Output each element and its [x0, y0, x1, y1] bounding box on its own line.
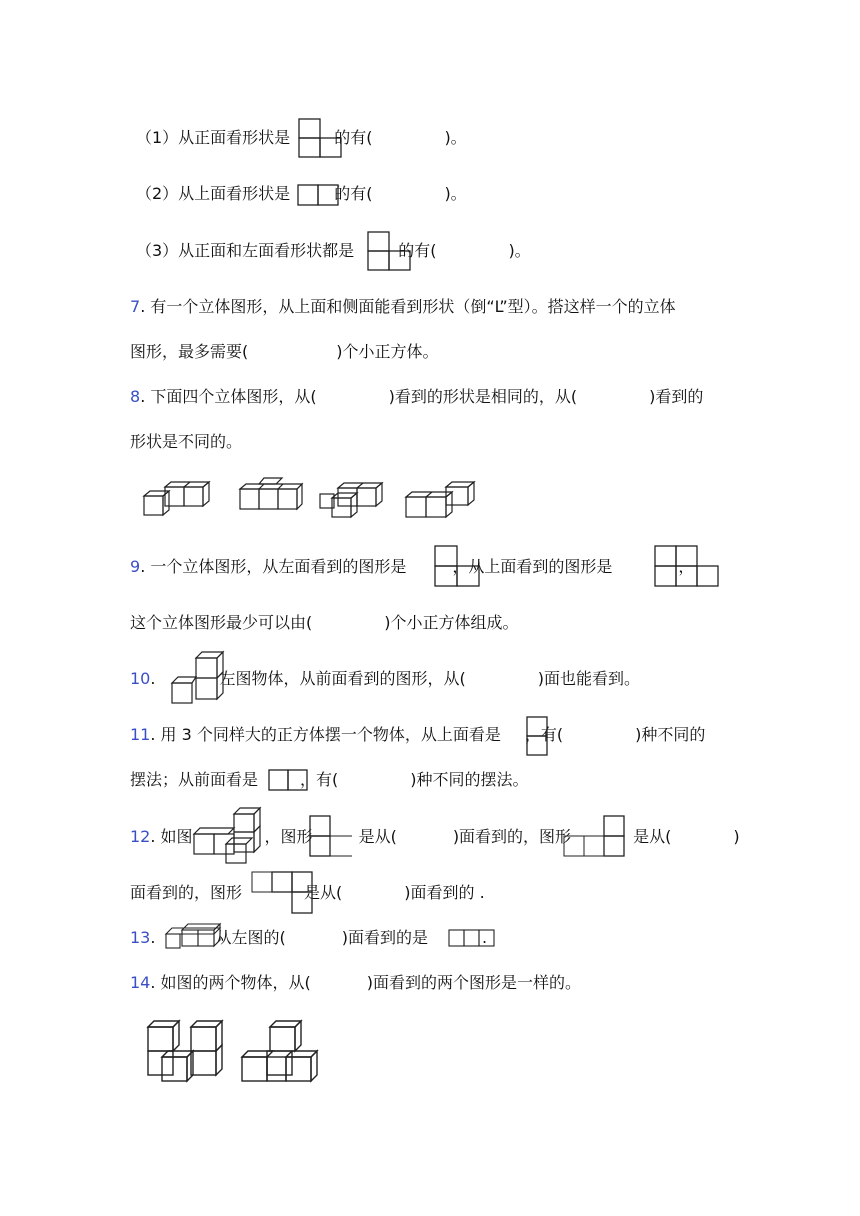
stacked-cube-figure — [168, 650, 226, 706]
q12-line1: 12. 如图 ，图形 是从( )面看到的，图形 是从( ) — [130, 827, 740, 846]
q8-line2: 形状是不同的。 — [130, 432, 243, 451]
q9-line1: 9. 一个立体图形，从左面看到的图形是 ，从上面看到的图形是 ， — [130, 557, 695, 576]
q9-line2: 这个立体图形最少可以由( )个小正方体组成。 — [130, 613, 519, 632]
cube-object-1 — [143, 1018, 228, 1084]
q8-line1: 8. 下面四个立体图形，从( )看到的形状是相同的，从( )看到的 — [130, 387, 704, 406]
q7-line2: 图形，最多需要( )个小正方体。 — [130, 342, 439, 361]
top-view-figure-icon — [654, 545, 720, 587]
cube-cluster-figure — [192, 806, 264, 866]
cube-object-2 — [240, 1018, 330, 1084]
q13-line: 13. 从左图的( )面看到的是 . — [130, 928, 488, 947]
q11-line2: 摆法；从前面看是 ，有( )种不同的摆法。 — [130, 770, 529, 789]
q14-line: 14. 如图的两个物体，从( )面看到的两个图形是一样的。 — [130, 973, 582, 992]
vertical-two-squares-icon — [526, 716, 550, 756]
l-shape-figure-icon — [298, 118, 342, 158]
three-squares-icon — [448, 929, 496, 947]
two-squares-figure-icon — [297, 184, 339, 206]
l-shape-figure-icon — [367, 231, 411, 271]
left-view-figure-icon — [434, 545, 480, 587]
cube-figure-2 — [238, 476, 308, 516]
cube-row-figure — [162, 922, 222, 952]
q6-sub2: （2）从上面看形状是 的有( )。 — [136, 184, 467, 203]
q7-line1: 7. 有一个立体图形，从上面和侧面能看到形状（倒“L”型）。搭这样一个的立体 — [130, 297, 676, 316]
figure-a-icon — [309, 815, 353, 857]
figure-b-icon — [563, 815, 627, 857]
cube-figure-1 — [140, 480, 215, 520]
q6-sub1: （1）从正面看形状是 的有( )。 — [136, 128, 467, 147]
figure-c-icon — [251, 871, 315, 915]
q12-line2: 面看到的，图形 是从( )面看到的 . — [130, 883, 485, 902]
cube-figure-3 — [318, 482, 388, 522]
q10-line: 10. 左图物体，从前面看到的图形，从( )面也能看到。 — [130, 669, 640, 688]
q11-line1: 11. 用 3 个同样大的正方体摆一个物体，从上面看是 ，有( )种不同的 — [130, 725, 706, 744]
q6-sub3: （3）从正面和左面看形状都是 的有( )。 — [136, 241, 531, 260]
cube-figure-4 — [403, 482, 478, 522]
two-squares-figure-icon — [268, 769, 308, 791]
